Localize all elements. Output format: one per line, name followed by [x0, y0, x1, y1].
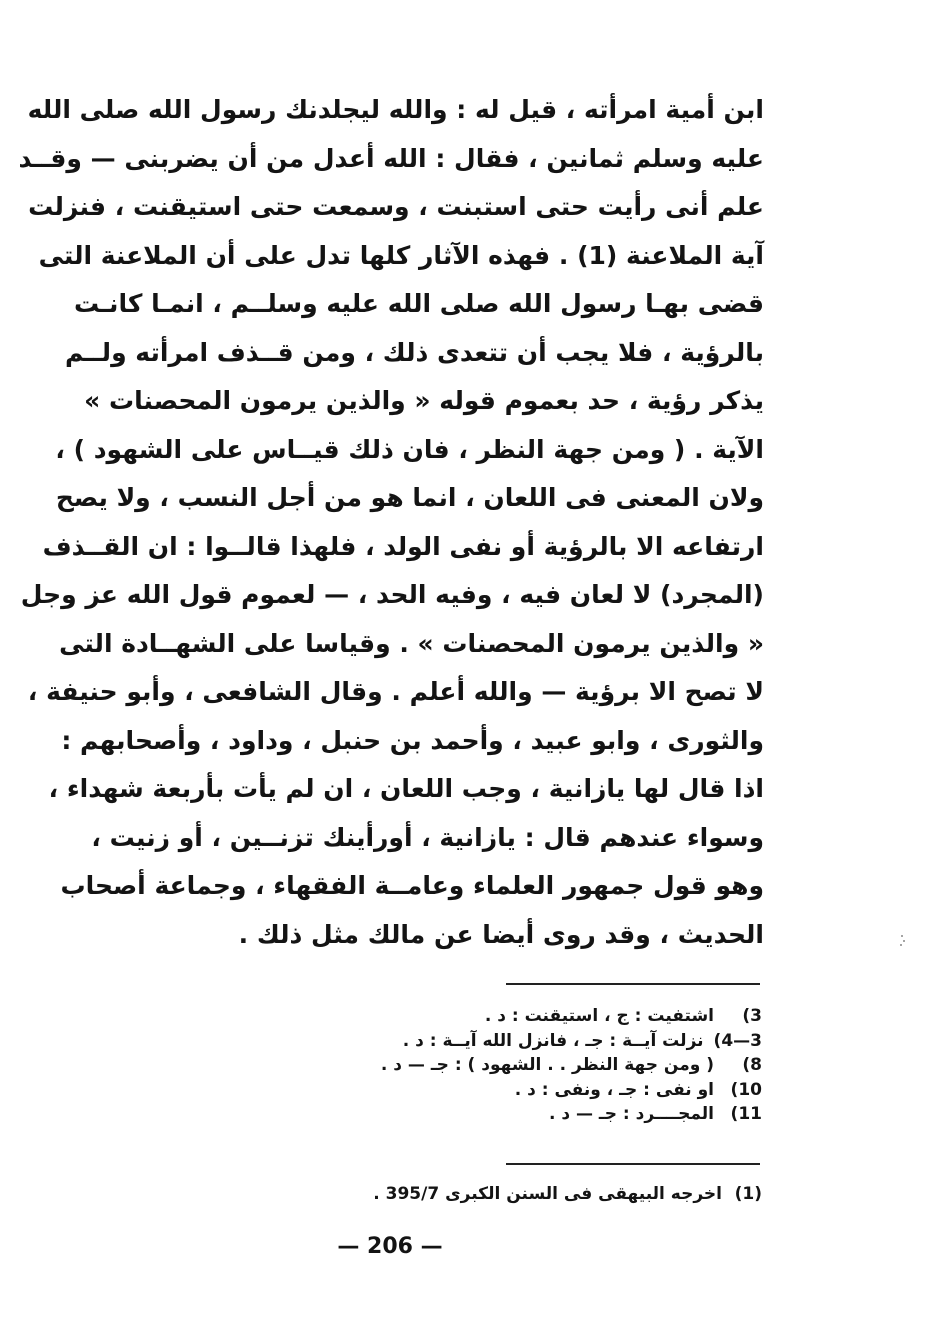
scan-specks: [899, 934, 907, 948]
text-line: علم أنى رأيت حتى استبنت ، وسمعت حتى استيقنت ، فنزلت: [28, 192, 764, 221]
text-line: الآية . ( ومن جهة النظر ، فان ذلك قيــاس على الشهود ) ،: [55, 434, 764, 464]
variant-note-text: المجــــرد : جـ — د .: [548, 1104, 714, 1124]
variant-notes: [270, 1004, 762, 1127]
variant-note: [270, 1102, 762, 1127]
text-line: يذكر رؤية ، حد بعموم قوله « والذين يرمون المحصنات »: [84, 386, 764, 415]
main-text-block: [18, 86, 764, 959]
text-line: ارتفاعه الا بالرؤية أو نفى الولد ، فلهذا قالــوا : ان القــذف: [42, 531, 764, 561]
footnote-text: اخرجه البيهقى فى السنن الكبرى 395/7 .: [373, 1184, 722, 1204]
variant-note-number: 3): [742, 1006, 762, 1026]
text-line: عليه وسلم ثمانين ، فقال : الله أعدل من أن يضربنى — وقــد: [18, 143, 764, 173]
text-line: ابن أمية امرأته ، قيل له : والله ليجلدنك رسول الله صلى الله: [27, 95, 764, 124]
text-line: (المجرد) لا لعان فيه ، وفيه الحد ، — لعموم قول الله عز وجل: [20, 580, 764, 609]
variant-note-number: 10): [730, 1079, 762, 1100]
variant-note-number: 8): [742, 1055, 762, 1075]
text-line: « والذين يرمون المحصنات » . وقياسا على الشهــادة التى: [59, 628, 764, 658]
footnote-divider: [506, 1163, 760, 1165]
text-line: لا تصح الا برؤية — والله أعلم . وقال الشافعى ، وأبو حنيفة ،: [27, 677, 764, 706]
variant-note-number: 11): [730, 1104, 762, 1124]
variant-note: [270, 1004, 762, 1029]
variant-note: [270, 1053, 762, 1078]
text-line: والثورى ، وابو عبيد ، وأحمد بن حنبل ، وداود ، وأصحابهم :: [61, 725, 764, 755]
variant-note-text: نزلت آيــة : جـ ، فانزل الله آيــة : د .: [402, 1030, 704, 1051]
text-line: بالرؤية ، فلا يجب أن تتعدى ذلك ، ومن قــذف امرأته ولــم: [64, 337, 764, 367]
text-line: آية الملاعنة (1) . فهذه الآثار كلها تدل على أن الملاعنة التى: [38, 240, 764, 270]
text-line: الحديث ، وقد روى أيضا عن مالك مثل ذلك .: [238, 919, 764, 949]
variant-notes-divider: [506, 983, 760, 985]
page-number: — 206 —: [337, 1234, 443, 1259]
text-line: قضى بهـا رسول الله صلى الله عليه وسلــم ، انمـا كانـت: [74, 289, 764, 318]
variant-note-text: اشتفيت : ج ، استيقنت : د .: [484, 1006, 714, 1026]
text-line: ولان المعنى فى اللعان ، انما هو من أجل النسب ، ولا يصح: [55, 483, 764, 512]
variant-note: [270, 1078, 762, 1103]
text-line: اذا قال لها يازانية ، وجب اللعان ، ان لم يأت بأربعة شهداء ،: [48, 774, 764, 803]
variant-note-text: او نفى : جـ ، ونفى : د .: [514, 1079, 714, 1100]
footnote: [270, 1181, 762, 1207]
text-line: وهو قول جمهور العلماء وعامــة الفقهاء ، وجماعة أصحاب: [60, 871, 764, 900]
variant-note-number: 3—4): [713, 1030, 762, 1051]
variant-note-text: ( ومن جهة النظر . . الشهود ) : جـ — د .: [380, 1055, 714, 1075]
footnote-number: (1): [734, 1184, 762, 1204]
text-line: وسواء عندهم قال : يازانية ، أورأينك تزنــين ، أو زنيت ،: [91, 822, 764, 852]
variant-note: [270, 1029, 762, 1054]
